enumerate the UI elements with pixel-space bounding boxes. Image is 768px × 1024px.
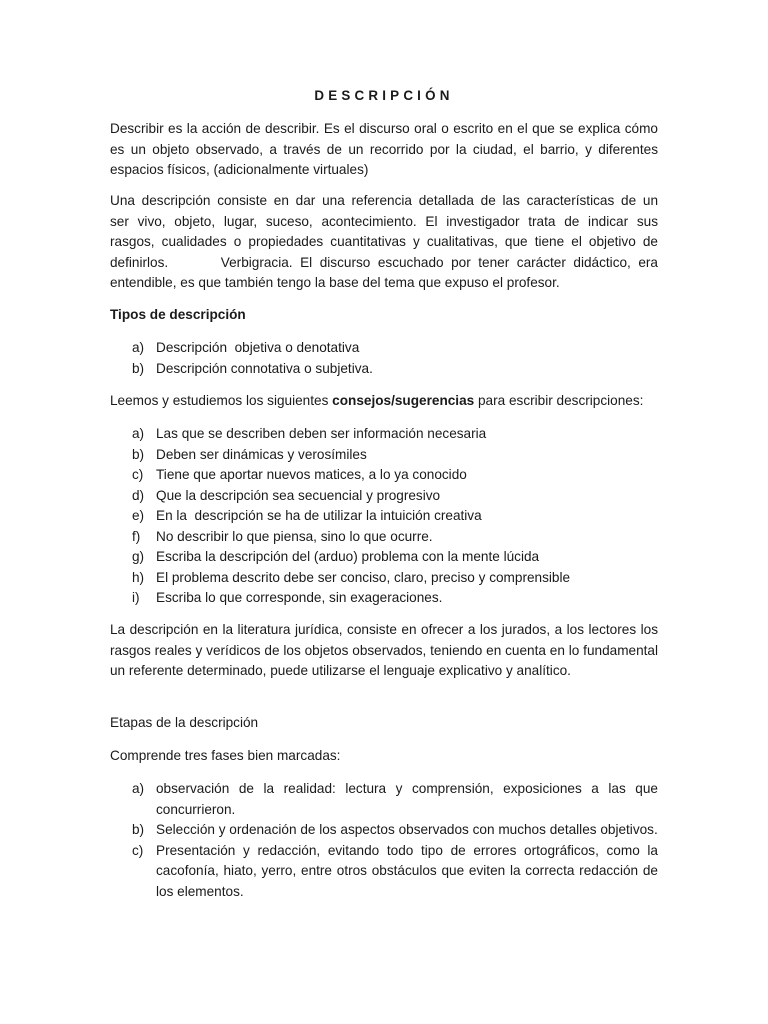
list-item-text: Las que se describen deben ser información necesaria	[156, 426, 487, 441]
list-marker: c)	[132, 842, 144, 858]
list-marker: a)	[132, 781, 145, 796]
list-marker: c)	[132, 467, 144, 482]
tipos-heading: Tipos de descripción	[110, 307, 246, 322]
list-marker: f)	[132, 528, 141, 544]
list-item	[110, 779, 658, 820]
consejos-intro	[110, 391, 658, 412]
list-item	[110, 547, 658, 568]
paragraph-line: rasgos, cualidades o propiedades cuantitativas y cualitativas, que tiene el objetivo de	[110, 234, 658, 249]
list-marker: a)	[132, 340, 145, 355]
tipos-list	[110, 338, 658, 379]
paragraph-description-detail	[110, 191, 658, 294]
list-item-text: Descripción connotativa o subjetiva.	[156, 360, 373, 376]
list-marker: d)	[132, 487, 145, 503]
list-item-text: Que la descripción sea secuencial y progresivo	[156, 487, 441, 503]
list-item-text: Escriba la descripción del (arduo) problema con la mente lúcida	[156, 549, 540, 564]
list-item	[110, 338, 658, 359]
list-item-text: Presentación y redacción, evitando todo tipo de errores ortográficos, como la cacofonía, hiato, yerro, entre otros obstáculos que eviten la correcta redacción de los elementos.	[156, 842, 658, 899]
list-item-text: Deben ser dinámicas y verosímiles	[156, 446, 367, 462]
list-marker: e)	[132, 508, 145, 523]
list-marker: i)	[132, 590, 140, 605]
paragraph-line: Una descripción consiste en dar una referencia detallada de las características de un	[110, 193, 658, 208]
list-marker: b)	[132, 446, 145, 462]
list-item	[110, 841, 658, 903]
list-item-text: En la descripción se ha de utilizar la intuición creativa	[156, 508, 482, 523]
list-item	[110, 359, 658, 380]
list-item	[110, 465, 658, 486]
list-marker: b)	[132, 822, 145, 837]
list-item	[110, 506, 658, 527]
paragraph-line: entendible, es que también tengo la base del tema que expuso el profesor.	[110, 275, 560, 290]
list-item-text: Selección y ordenación de los aspectos observados con muchos detalles objetivos.	[156, 822, 658, 837]
consejos-list	[110, 424, 658, 609]
document-title: DESCRIPCIÓN	[314, 88, 454, 103]
list-item-text: observación de la realidad: lectura y comprensión, exposiciones a las que concurrieron.	[156, 781, 658, 817]
list-item	[110, 486, 658, 507]
list-item	[110, 568, 658, 589]
etapas-heading: Etapas de la descripción	[110, 715, 259, 730]
list-item-text: Descripción objetiva o denotativa	[156, 340, 360, 355]
paragraph-juridica: La descripción en la literatura jurídica, consiste en ofrecer a los jurados, a los lectores los rasgos reales y verídicos de los objetos observados, teniendo en cuenta en lo fundamental un referente determinado, puede utilizarse el lenguaje explicativo y analítico.	[110, 622, 658, 678]
list-item-text: Tiene que aportar nuevos matices, a lo ya conocido	[156, 467, 467, 482]
consejos-intro-bold: consejos/sugerencias	[332, 393, 475, 408]
fases-intro: Comprende tres fases bien marcadas:	[110, 748, 341, 763]
list-item-text: Escriba lo que corresponde, sin exageraciones.	[156, 590, 443, 605]
list-item-text: No describir lo que piensa, sino lo que ocurre.	[156, 528, 433, 544]
list-marker: b)	[132, 360, 145, 376]
list-marker: h)	[132, 569, 145, 585]
list-item	[110, 445, 658, 466]
list-item-text: El problema descrito debe ser conciso, claro, preciso y comprensible	[156, 569, 571, 585]
list-item	[110, 820, 658, 841]
list-marker: a)	[132, 426, 145, 441]
paragraph-definition: Describir es la acción de describir. Es el discurso oral o escrito en el que se explica cómo es un objeto observado, a través de un recorrido por la ciudad, el barrio, y diferentes espacios físicos, (adicionalmente virtuales)	[110, 121, 658, 177]
consejos-intro-text: Leemos y estudiemos los siguientes	[110, 393, 333, 408]
consejos-intro-tail: para escribir descripciones:	[474, 393, 644, 408]
list-marker: g)	[132, 549, 145, 564]
paragraph-line: definirlos. Verbigracia. El discurso escuchado por tener carácter didáctico, era	[110, 254, 658, 270]
fases-list	[110, 779, 658, 902]
paragraph-line: ser vivo, objeto, lugar, suceso, acontecimiento. El investigador trata de indicar sus	[110, 213, 658, 229]
list-item	[110, 424, 658, 445]
list-item	[110, 527, 658, 548]
list-item	[110, 588, 658, 609]
